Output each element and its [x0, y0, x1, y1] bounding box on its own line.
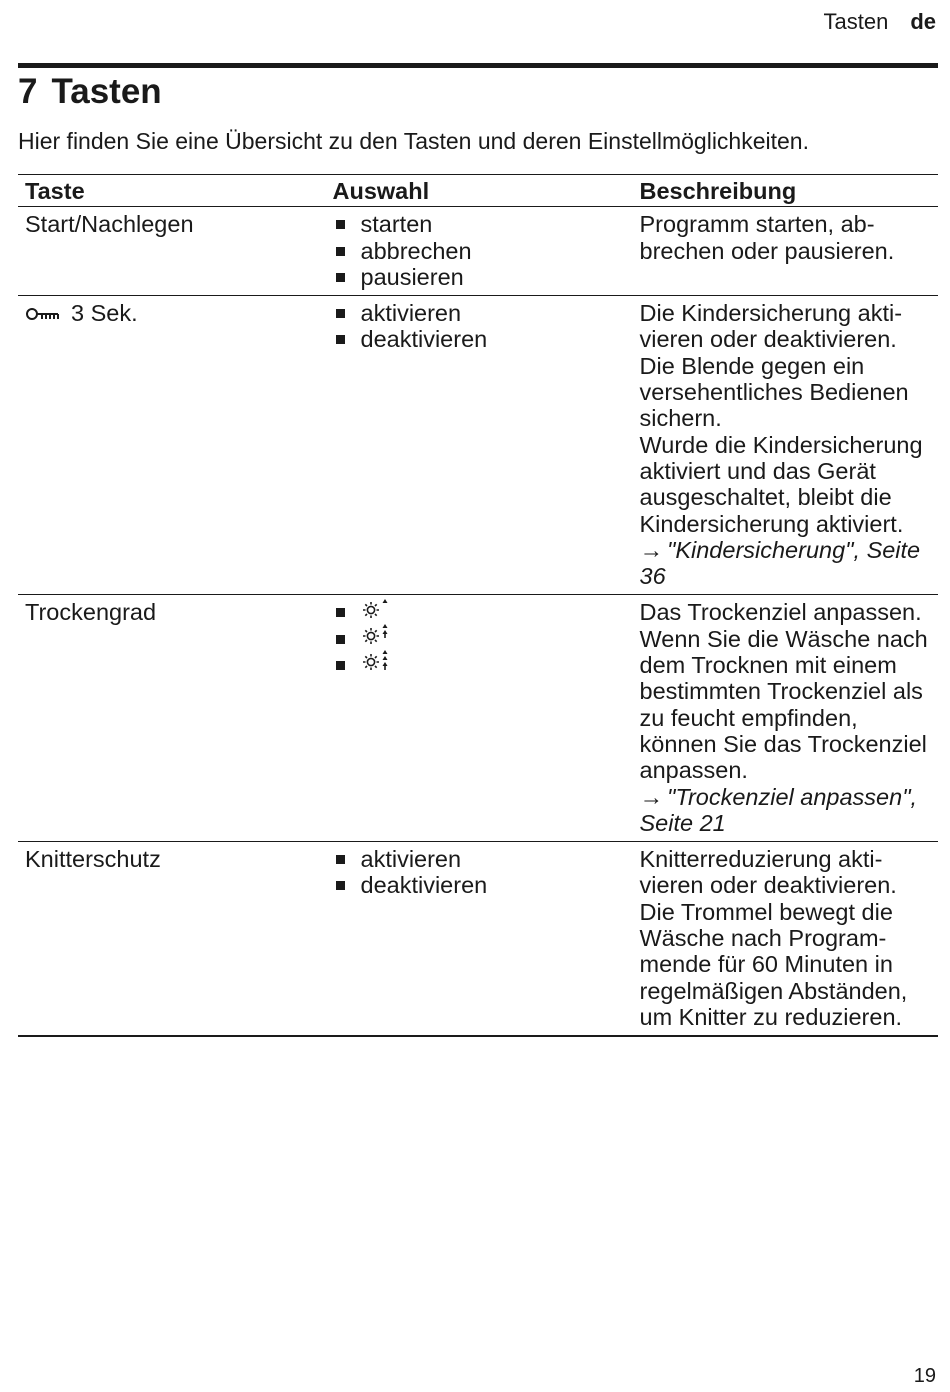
keys-table: [18, 174, 938, 1037]
cross-reference-link[interactable]: [640, 537, 932, 590]
key-name: 3 Sek.: [71, 300, 138, 327]
description-text: Wenn Sie die Wäsche nach dem Trocknen mit einem bestimmten Trockenziel als zu feucht empfinden, können Sie das Trockenziel anpassen.: [639, 625, 928, 784]
option-item: [333, 599, 625, 625]
description-cell: [632, 842, 938, 1037]
options-cell: [325, 842, 632, 1037]
options-list: [333, 599, 625, 678]
options-cell: [325, 296, 632, 595]
table-row-dryness: [18, 595, 938, 842]
option-item: [333, 626, 625, 652]
chapter-title: [18, 72, 162, 112]
running-head-section: Tasten: [823, 9, 889, 34]
chapter-title-text: Tasten: [51, 72, 162, 111]
arrow-icon: →: [639, 536, 663, 563]
column-header-options: Auswahl: [325, 175, 632, 207]
description-text: Die Kindersicherung aktivieren oder deaktivieren.: [639, 300, 903, 353]
description-text: Die Trommel bewegt die Wäsche nach Programmende für 60 Minuten in regelmäßigen Abständen, um Knitter zu reduzieren.: [639, 898, 908, 1030]
option-item: pausieren: [333, 264, 625, 290]
dryness-level-2-icon: [361, 623, 391, 652]
key-cell: [18, 595, 325, 842]
page-number: 19: [913, 1365, 936, 1387]
options-cell: [325, 595, 632, 842]
description-text: Die Blende gegen ein versehentliches Bedienen sichern.: [639, 352, 909, 432]
chapter-number: 7: [18, 72, 38, 111]
table-row-anti-crease: [18, 842, 938, 1037]
table-row-child-lock: [18, 296, 938, 595]
column-header-description: Beschreibung: [632, 175, 938, 207]
cross-reference-text: "Trockenziel anpassen", Seite 21: [639, 783, 918, 836]
column-header-key: Taste: [18, 175, 325, 207]
options-list: [333, 846, 625, 899]
option-item: deaktivieren: [333, 326, 625, 352]
table-header-row: [18, 175, 938, 207]
option-item: starten: [333, 211, 625, 237]
description-cell: [632, 207, 938, 296]
options-list: [333, 211, 625, 290]
description-text: Programm starten, abbrechen oder pausieren.: [639, 211, 895, 264]
option-item: abbrechen: [333, 238, 625, 264]
description-cell: [632, 296, 938, 595]
key-name: Knitterschutz: [25, 846, 161, 873]
cross-reference-link[interactable]: [640, 784, 932, 837]
arrow-icon: →: [639, 783, 663, 810]
intro-text: Hier finden Sie eine Übersicht zu den Tasten und deren Einstellmöglichkeiten.: [18, 128, 809, 154]
description-cell: [632, 595, 938, 842]
option-item: deaktivieren: [333, 872, 625, 898]
running-head: [823, 8, 936, 36]
key-icon: [25, 300, 59, 326]
dryness-level-3-icon: [361, 649, 391, 678]
key-cell: [18, 296, 325, 595]
running-head-language: de: [910, 9, 936, 34]
option-item: [333, 652, 625, 678]
dryness-level-1-icon: [361, 597, 391, 626]
option-item: aktivieren: [333, 300, 625, 326]
options-cell: [325, 207, 632, 296]
header-rule: [18, 63, 938, 68]
cross-reference-text: "Kindersicherung", Seite 36: [639, 536, 921, 590]
key-cell: [18, 842, 325, 1037]
key-name: Start/Nachlegen: [25, 211, 194, 238]
description-text: Knitterreduzierung aktivieren oder deaktivieren.: [639, 846, 897, 899]
description-text: Das Trockenziel anpassen.: [639, 599, 922, 626]
key-cell: [18, 207, 325, 296]
description-text: Wurde die Kindersicherung aktiviert und das Gerät ausgeschaltet, bleibt die Kindersicherung aktiviert.: [639, 431, 923, 537]
table-row-start: [18, 207, 938, 296]
options-list: [333, 300, 625, 353]
key-name: Trockengrad: [25, 599, 157, 626]
option-item: aktivieren: [333, 846, 625, 872]
